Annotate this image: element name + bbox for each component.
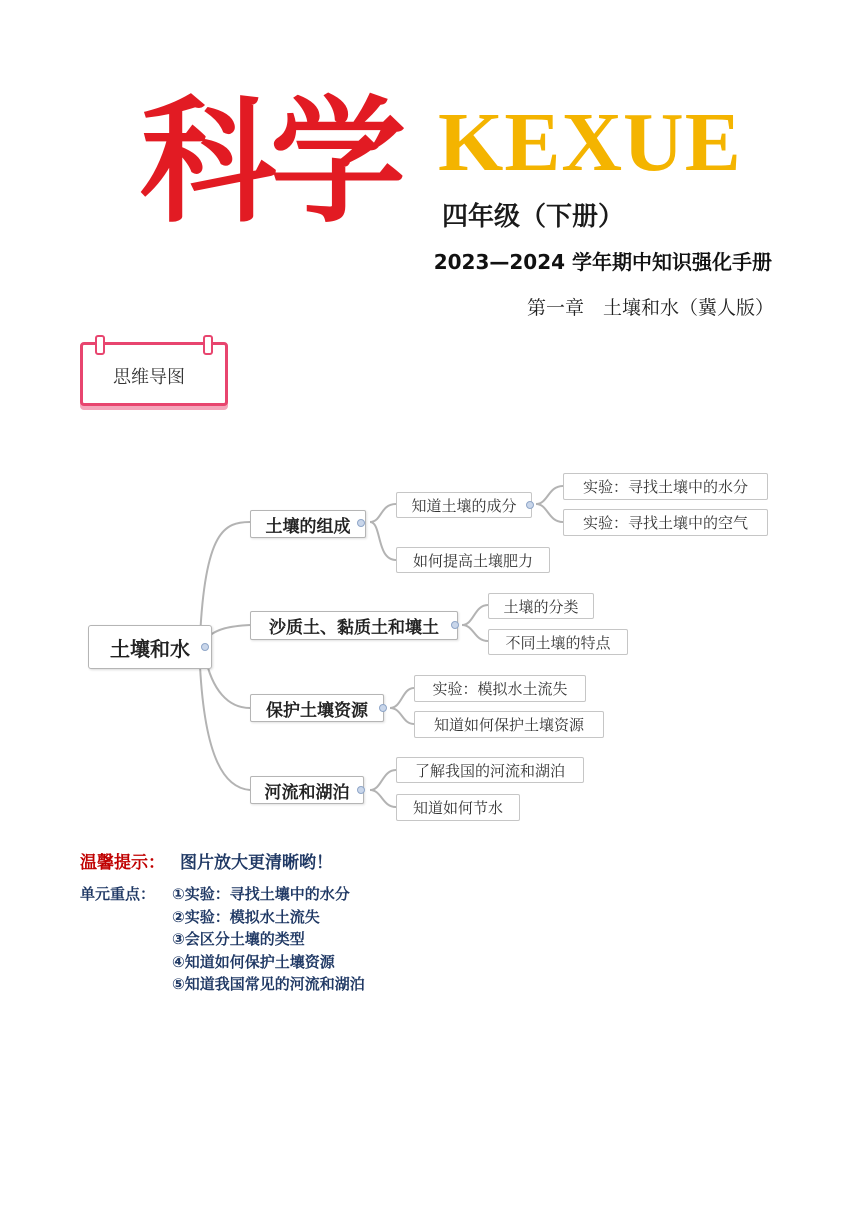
connector-line (370, 770, 396, 790)
collapse-dot-icon (357, 786, 365, 794)
connector-line (390, 708, 414, 724)
mind-map-subnode: 如何提高土壤肥力 (396, 547, 550, 573)
grade-label: 四年级（下册） (442, 202, 625, 232)
connector-line (200, 666, 250, 790)
mind-map-subnode: 知道如何节水 (396, 794, 520, 821)
mind-map-subnode: 知道如何保护土壤资源 (414, 711, 604, 738)
mind-map-branch: 土壤的组成 (250, 510, 366, 538)
mind-map-subnode: 土壤的分类 (488, 593, 594, 619)
connector-line (370, 522, 396, 560)
key-points-list (172, 883, 365, 996)
mind-map-branch: 河流和湖泊 (250, 776, 364, 804)
logo-chinese-title: 科学 (140, 82, 400, 242)
tip-label: 温馨提示： (80, 853, 165, 873)
connector-line (390, 688, 414, 708)
key-point-item: ④知道如何保护土壤资源 (172, 952, 335, 971)
connector-line (200, 522, 250, 638)
mind-map-leaf: 实验：寻找土壤中的水分 (563, 473, 768, 500)
collapse-dot-icon (451, 621, 459, 629)
mind-map-subnode: 实验：模拟水土流失 (414, 675, 586, 702)
clip-decoration (95, 335, 105, 355)
key-points-label: 单元重点： (80, 885, 156, 903)
connector-line (462, 605, 488, 625)
mind-map-subnode: 知道土壤的成分 (396, 492, 532, 518)
handbook-title: 2023—2024 学年期中知识强化手册 (433, 250, 772, 274)
connector-line (370, 790, 396, 807)
connector-line (370, 504, 396, 522)
collapse-dot-icon (526, 501, 534, 509)
mind-map-subnode: 不同土壤的特点 (488, 629, 628, 655)
section-tag-label: 思维导图 (113, 367, 185, 388)
mind-map-root: 土壤和水 (88, 625, 212, 669)
connector-line (536, 504, 563, 522)
clip-decoration (203, 335, 213, 355)
key-point-item: ⑤知道我国常见的河流和湖泊 (172, 975, 365, 993)
mind-map (0, 460, 860, 840)
collapse-dot-icon (357, 519, 365, 527)
connector-line (536, 486, 563, 504)
key-point-item: ②实验：模拟水土流失 (172, 907, 320, 926)
logo-pinyin-title: KEXUE (438, 96, 742, 189)
mind-map-branch: 沙质土、黏质土和壤土 (250, 611, 458, 640)
connector-line (462, 625, 488, 641)
collapse-dot-icon (201, 643, 209, 651)
key-point-item: ①实验：寻找土壤中的水分 (172, 885, 350, 903)
collapse-dot-icon (379, 704, 387, 712)
mind-map-branch: 保护土壤资源 (250, 694, 384, 722)
chapter-title: 第一章 土壤和水（冀人版） (526, 297, 774, 319)
tip-text: 图片放大更清晰哟！ (180, 853, 333, 873)
mind-map-leaf: 实验：寻找土壤中的空气 (563, 509, 768, 536)
key-point-item: ③会区分土壤的类型 (172, 930, 305, 948)
mind-map-subnode: 了解我国的河流和湖泊 (396, 757, 584, 783)
section-tag (80, 342, 228, 406)
